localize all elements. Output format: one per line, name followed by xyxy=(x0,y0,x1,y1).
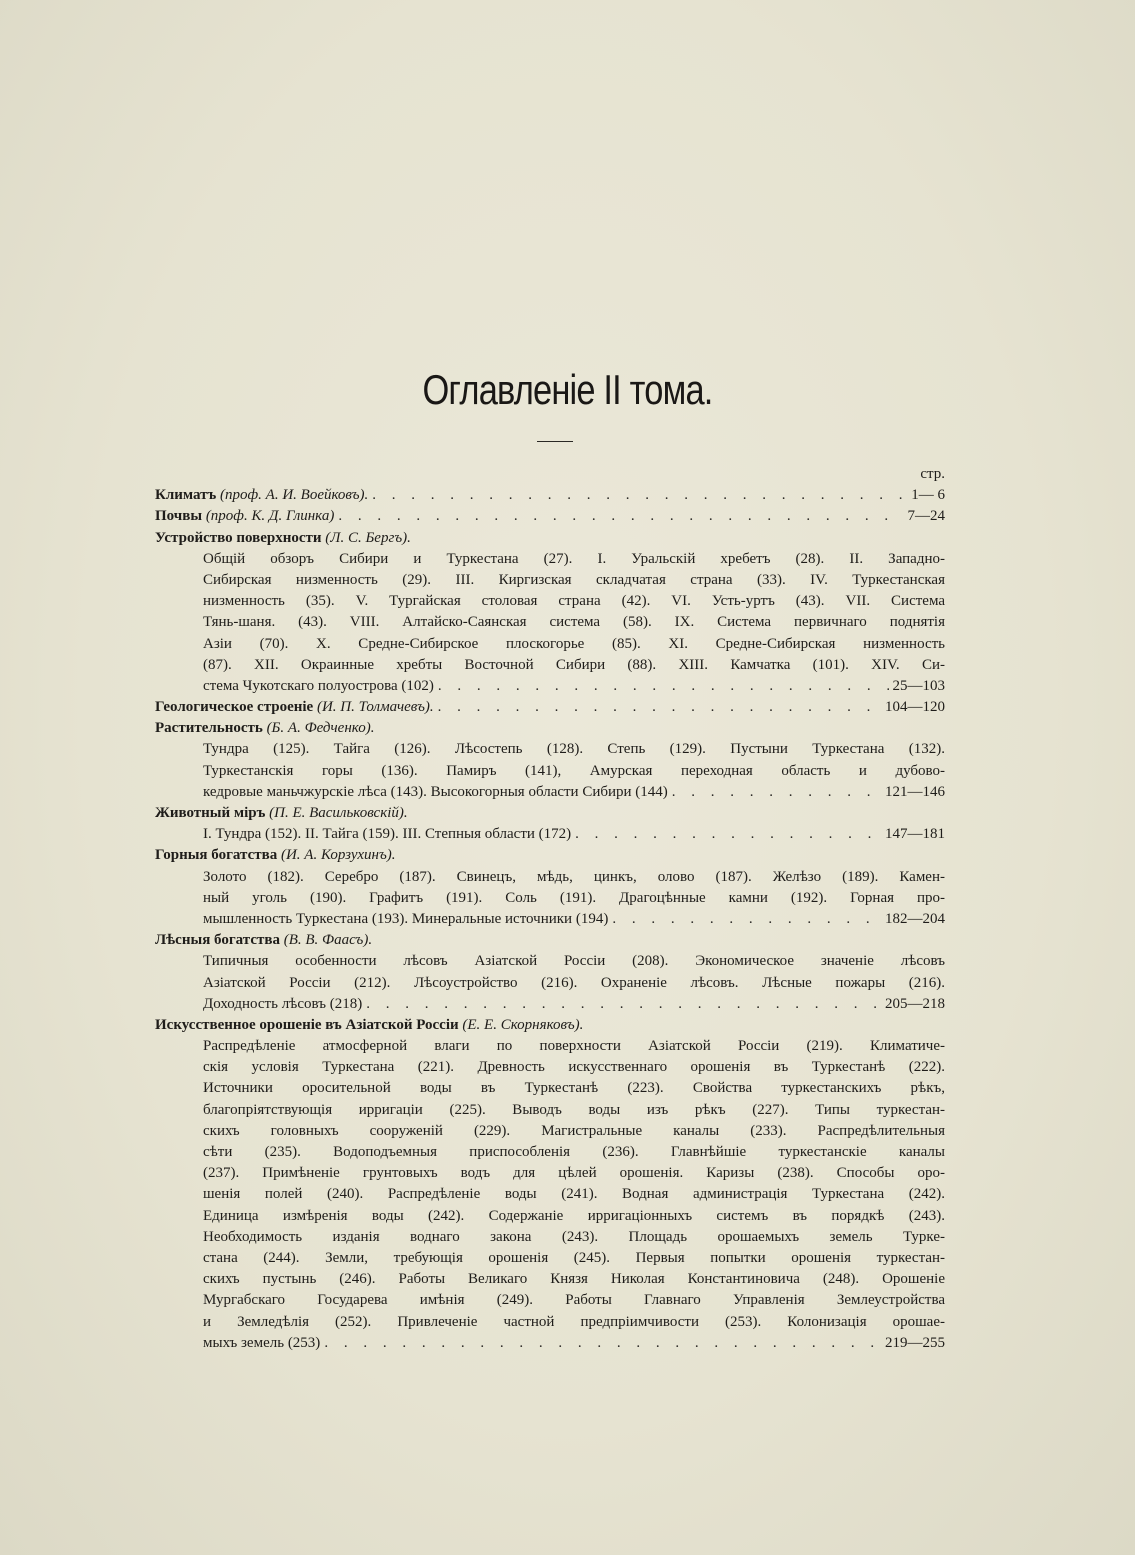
toc-subline: ный уголь (190). Графитъ (191). Соль (191). Драгоцѣнные камни (192). Горная про- xyxy=(203,889,945,906)
toc-entry-heading xyxy=(155,930,945,951)
entry-title xyxy=(155,485,368,506)
dot-leader xyxy=(372,485,907,506)
entry-heading: Лѣсныя богатства xyxy=(155,932,280,949)
toc-subline: стана (244). Земли, требующія орошенія (245). Первыя попытки орошенія туркестан- xyxy=(203,1249,945,1266)
toc-subline: шенія полей (240). Распредѣленіе воды (241). Водная администрація Туркестана (242). xyxy=(203,1186,945,1203)
dot-leader xyxy=(672,782,881,803)
dot-leader xyxy=(338,506,903,527)
entry-pages: 25—103 xyxy=(892,677,945,694)
subline-text: стема Чукотскаго полуострова (102) xyxy=(203,677,434,694)
entry-pages: 182—204 xyxy=(885,910,945,927)
entry-title xyxy=(155,847,395,863)
toc-subline: и Земледѣлія (252). Привлеченіе частной предпріимчивости (253). Колонизація орошае- xyxy=(203,1313,945,1330)
title-divider xyxy=(537,441,573,442)
toc-subline: скихъ пустынь (246). Работы Великаго Князя Николая Константиновича (248). Орошеніе xyxy=(203,1271,945,1288)
entry-pages: 205—218 xyxy=(885,995,945,1012)
toc-subline xyxy=(155,824,945,845)
toc-subline: Типичныя особенности лѣсовъ Азіатской Россіи (208). Экономическое значеніе лѣсовъ xyxy=(203,953,945,970)
entry-heading: Искусственное орошеніе въ Азіатской Россіи xyxy=(155,1016,459,1033)
toc-subline: (87). XII. Окраинные хребты Восточной Сибири (88). XIII. Камчатка (101). XIV. Си- xyxy=(203,656,945,673)
toc-subline: Источники оросительной воды въ Туркестанѣ (223). Свойства туркестанскихъ рѣкъ, xyxy=(203,1080,945,1097)
entry-author: (Л. С. Бергъ). xyxy=(325,529,411,546)
toc-subline xyxy=(155,994,945,1015)
page-column-label: стр. xyxy=(920,466,945,482)
entry-title xyxy=(155,720,374,736)
entry-pages: 147—181 xyxy=(885,826,945,843)
dot-leader xyxy=(366,994,881,1015)
toc-subline: Туркестанскія горы (136). Памиръ (141), Амурская переходная область и дубово- xyxy=(203,762,945,779)
subline-text: I. Тундра (152). II. Тайга (159). III. Степныя области (172) xyxy=(203,826,572,843)
entry-pages: 219—255 xyxy=(885,1334,945,1351)
toc-entry-heading xyxy=(155,803,945,824)
page-title: Оглавленіе II тома. xyxy=(422,366,713,413)
toc-entry-heading xyxy=(155,1015,945,1036)
entry-heading: Климатъ xyxy=(155,487,217,504)
toc-subline: благопріятствующія ирригаціи (225). Выводъ воды изъ рѣкъ (227). Типы туркестан- xyxy=(203,1101,945,1118)
entry-heading: Горныя богатства xyxy=(155,847,278,864)
entry-title xyxy=(155,697,434,718)
subline-text: кедровые маньчжурскіе лѣса (143). Высокогорныя области Сибири (144) xyxy=(203,783,668,800)
toc-subline: (237). Примѣненіе грунтовыхъ водъ для цѣлей орошенія. Каризы (238). Способы оро- xyxy=(203,1165,945,1182)
entry-author: (И. П. Толмачевъ). xyxy=(316,699,434,716)
entry-author: (В. В. Фаасъ). xyxy=(283,932,373,949)
toc-entry-heading xyxy=(155,485,945,506)
toc-subline: Азіатской Россіи (212). Лѣсоустройство (216). Охраненіе лѣсовъ. Лѣсные пожары (216). xyxy=(203,974,945,991)
entry-heading: Устройство поверхности xyxy=(155,529,322,546)
toc-entry-heading xyxy=(155,506,945,527)
toc-subline xyxy=(155,909,945,930)
toc-entry-heading xyxy=(155,528,945,549)
table-of-contents xyxy=(155,464,945,1354)
toc-entry-heading xyxy=(155,718,945,739)
entry-pages: 7—24 xyxy=(907,508,945,525)
toc-subline: Азіи (70). X. Средне-Сибирское плоскогорье (85). XI. Средне-Сибирская низменность xyxy=(203,635,945,652)
entry-title xyxy=(155,1017,583,1033)
toc-subline xyxy=(155,782,945,803)
dot-leader xyxy=(324,1333,881,1354)
entry-heading: Почвы xyxy=(155,508,203,525)
entry-author: (проф. К. Д. Глинка) xyxy=(205,508,335,525)
dot-leader xyxy=(612,909,881,930)
toc-subline xyxy=(155,1333,945,1354)
entry-author: (Б. А. Федченко). xyxy=(266,720,375,737)
entry-author: (И. А. Корзухинъ). xyxy=(280,847,396,864)
toc-entry-heading xyxy=(155,697,945,718)
toc-subline: Сибирская низменность (29). III. Киргизская складчатая страна (33). IV. Туркестанская xyxy=(203,571,945,588)
entry-author: (Е. Е. Скорняковъ). xyxy=(462,1016,584,1033)
toc-subline: Единица измѣренія воды (242). Содержаніе ирригаціонныхъ системъ въ порядкѣ (243). xyxy=(203,1207,945,1224)
dot-leader xyxy=(575,824,881,845)
toc-subline xyxy=(155,676,945,697)
subline-text: мышленность Туркестана (193). Минеральные источники (194) xyxy=(203,910,609,927)
entry-author: (П. Е. Васильковскій). xyxy=(269,805,408,821)
subline-text: Доходность лѣсовъ (218) xyxy=(203,995,363,1012)
toc-entry-heading xyxy=(155,845,945,866)
toc-subline: Тундра (125). Тайга (126). Лѣсостепь (128). Степь (129). Пустыни Туркестана (132). xyxy=(203,741,945,758)
toc-subline: Необходимость изданія воднаго закона (243). Площадь орошаемыхъ земель Турке- xyxy=(203,1228,945,1245)
entry-title xyxy=(155,805,408,821)
toc-subline: Золото (182). Серебро (187). Свинецъ, мѣдь, цинкъ, олово (187). Желѣзо (189). Камен- xyxy=(203,868,945,885)
entry-pages: 104—120 xyxy=(885,699,945,716)
toc-subline: низменность (35). V. Тургайская столовая страна (42). VI. Усть-уртъ (43). VII. Система xyxy=(203,593,945,610)
toc-subline: Распредѣленіе атмосферной влаги по поверхности Азіатской Россіи (219). Климатиче- xyxy=(203,1038,945,1055)
toc-subline: сѣти (235). Водоподъемныя приспособленія (236). Главнѣйшіе туркестанскіе каналы xyxy=(203,1144,945,1160)
toc-subline: скія условія Туркестана (221). Древность искусственнаго орошенія въ Туркестанѣ (222). xyxy=(203,1059,945,1076)
toc-subline: Общій обзоръ Сибири и Туркестана (27). I. Уральскій хребетъ (28). II. Западно- xyxy=(203,550,945,567)
entry-pages: 1— 6 xyxy=(911,487,945,504)
entry-heading: Растительность xyxy=(155,720,263,737)
entry-title xyxy=(155,530,411,546)
entry-heading: Животный міръ xyxy=(155,805,266,821)
entry-heading: Геологическое строеніе xyxy=(155,699,314,716)
subline-text: мыхъ земель (253) xyxy=(203,1334,321,1351)
dot-leader xyxy=(438,697,881,718)
toc-subline: Тянь-шаня. (43). VIII. Алтайско-Саянская система (58). IX. Система первичнаго поднятія xyxy=(203,614,945,631)
toc-subline: скихъ головныхъ сооруженій (229). Магистральные каналы (233). Распредѣлительныя xyxy=(203,1122,945,1139)
dot-leader xyxy=(438,676,889,697)
entry-title xyxy=(155,932,372,948)
toc-subline: Мургабскаго Государева имѣнія (249). Работы Главнаго Управленія Землеустройства xyxy=(203,1292,945,1309)
entry-author: (проф. А. И. Воейковъ). xyxy=(220,487,369,504)
entry-pages: 121—146 xyxy=(885,783,945,800)
entry-title xyxy=(155,506,334,527)
